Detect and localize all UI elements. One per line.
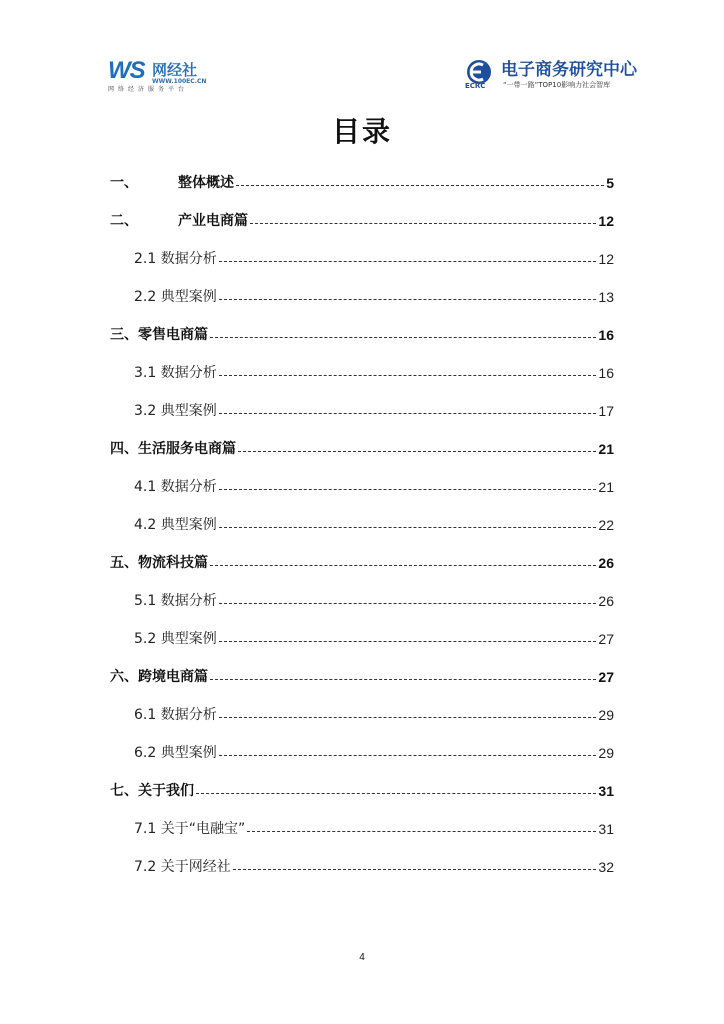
toc-entry-page: 32 [598, 859, 614, 875]
toc-entry-page: 31 [598, 821, 614, 837]
toc-leader-dots [247, 813, 596, 832]
toc-entry[interactable] [110, 552, 614, 572]
toc-entry[interactable] [134, 590, 614, 610]
toc-entry-page: 26 [598, 555, 614, 571]
toc-leader-dots [219, 243, 597, 262]
toc-entry[interactable] [134, 400, 614, 420]
toc-leader-dots [210, 547, 596, 566]
wangjingshe-logo [108, 58, 228, 98]
toc-entry[interactable] [134, 514, 614, 534]
toc-entry-label: 3.2 典型案例 [134, 403, 217, 419]
ecrc-tagline: “一带一路”TOP10影响力社会智库 [503, 81, 611, 89]
toc-leader-dots [238, 433, 596, 452]
toc-entry[interactable] [134, 818, 614, 838]
toc-entry-label: 4.2 典型案例 [134, 517, 217, 533]
toc-leader-dots [219, 623, 597, 642]
toc-leader-dots [196, 775, 596, 794]
toc-entry-page: 27 [598, 669, 614, 685]
ws-logo-url: WWW.100EC.CN [152, 78, 207, 85]
toc-entry-label: 2.1 数据分析 [134, 251, 217, 267]
toc-entry-label: 六、跨境电商篇 [110, 669, 208, 685]
toc-entry-page: 29 [598, 707, 614, 723]
toc-entry[interactable] [110, 210, 614, 230]
toc-entry-page: 27 [598, 631, 614, 647]
toc-entry-page: 21 [598, 441, 614, 457]
toc-entry[interactable] [134, 628, 614, 648]
toc-entry-label: 二、 产业电商篇 [110, 213, 248, 229]
toc-entry-label: 一、 整体概述 [110, 175, 234, 191]
ws-logo-name: 网经社 [152, 61, 198, 79]
toc-entry-page: 16 [598, 327, 614, 343]
toc-entry-page: 31 [598, 783, 614, 799]
toc-leader-dots [219, 737, 597, 756]
toc-leader-dots [236, 167, 604, 186]
toc-entry-label: 4.1 数据分析 [134, 479, 217, 495]
toc-entry-page: 21 [598, 479, 614, 495]
toc-entry[interactable] [134, 704, 614, 724]
ecrc-logo [463, 58, 637, 92]
toc-entry-page: 17 [598, 403, 614, 419]
toc-entry[interactable] [110, 324, 614, 344]
toc-entry-page: 22 [598, 517, 614, 533]
toc-entry-label: 7.1 关于“电融宝” [134, 821, 246, 837]
toc-leader-dots [250, 205, 596, 224]
toc-leader-dots [219, 699, 597, 718]
toc-entry[interactable] [134, 476, 614, 496]
toc-entry-page: 13 [598, 289, 614, 305]
toc-leader-dots [210, 661, 596, 680]
toc-entry-label: 七、关于我们 [110, 783, 194, 799]
page-number: 4 [359, 952, 365, 963]
toc-entry-label: 四、生活服务电商篇 [110, 441, 236, 457]
ws-logo-tagline: 网络经济服务平台 [108, 86, 189, 93]
toc-leader-dots [219, 585, 597, 604]
ecrc-name: 电子商务研究中心 [501, 60, 637, 80]
toc-entry-label: 3.1 数据分析 [134, 365, 217, 381]
toc-entry-label: 7.2 关于网经社 [134, 859, 231, 875]
toc-entry-page: 5 [606, 175, 614, 191]
toc-leader-dots [219, 509, 597, 528]
toc-leader-dots [219, 281, 597, 300]
toc-entry-label: 6.2 典型案例 [134, 745, 217, 761]
toc-entry[interactable] [134, 286, 614, 306]
toc-entry[interactable] [110, 780, 614, 800]
toc-entry[interactable] [134, 248, 614, 268]
toc-entry[interactable] [110, 438, 614, 458]
toc-entry-label: 三、零售电商篇 [110, 327, 208, 343]
toc-entry[interactable] [110, 172, 614, 192]
toc-leader-dots [210, 319, 596, 338]
toc-entry[interactable] [110, 666, 614, 686]
toc-entry-label: 5.1 数据分析 [134, 593, 217, 609]
toc-entry-page: 16 [598, 365, 614, 381]
toc-entry-label: 2.2 典型案例 [134, 289, 217, 305]
toc-leader-dots [219, 357, 597, 376]
toc-entry-page: 26 [598, 593, 614, 609]
toc-entry-page: 12 [598, 251, 614, 267]
toc-leader-dots [233, 851, 597, 870]
toc-entry[interactable] [134, 742, 614, 762]
toc-entry-label: 五、物流科技篇 [110, 555, 208, 571]
toc-entry-label: 6.1 数据分析 [134, 707, 217, 723]
page-title: 目录 [331, 115, 392, 148]
toc-entry[interactable] [134, 856, 614, 876]
ws-logo-mark: WS [108, 57, 145, 84]
toc-entry-page: 29 [598, 745, 614, 761]
toc-entry-label: 5.2 典型案例 [134, 631, 217, 647]
toc-leader-dots [219, 471, 597, 490]
ecrc-abbr: ECRC [465, 82, 486, 90]
toc-entry-page: 12 [598, 213, 614, 229]
toc-entry[interactable] [134, 362, 614, 382]
toc-leader-dots [219, 395, 597, 414]
